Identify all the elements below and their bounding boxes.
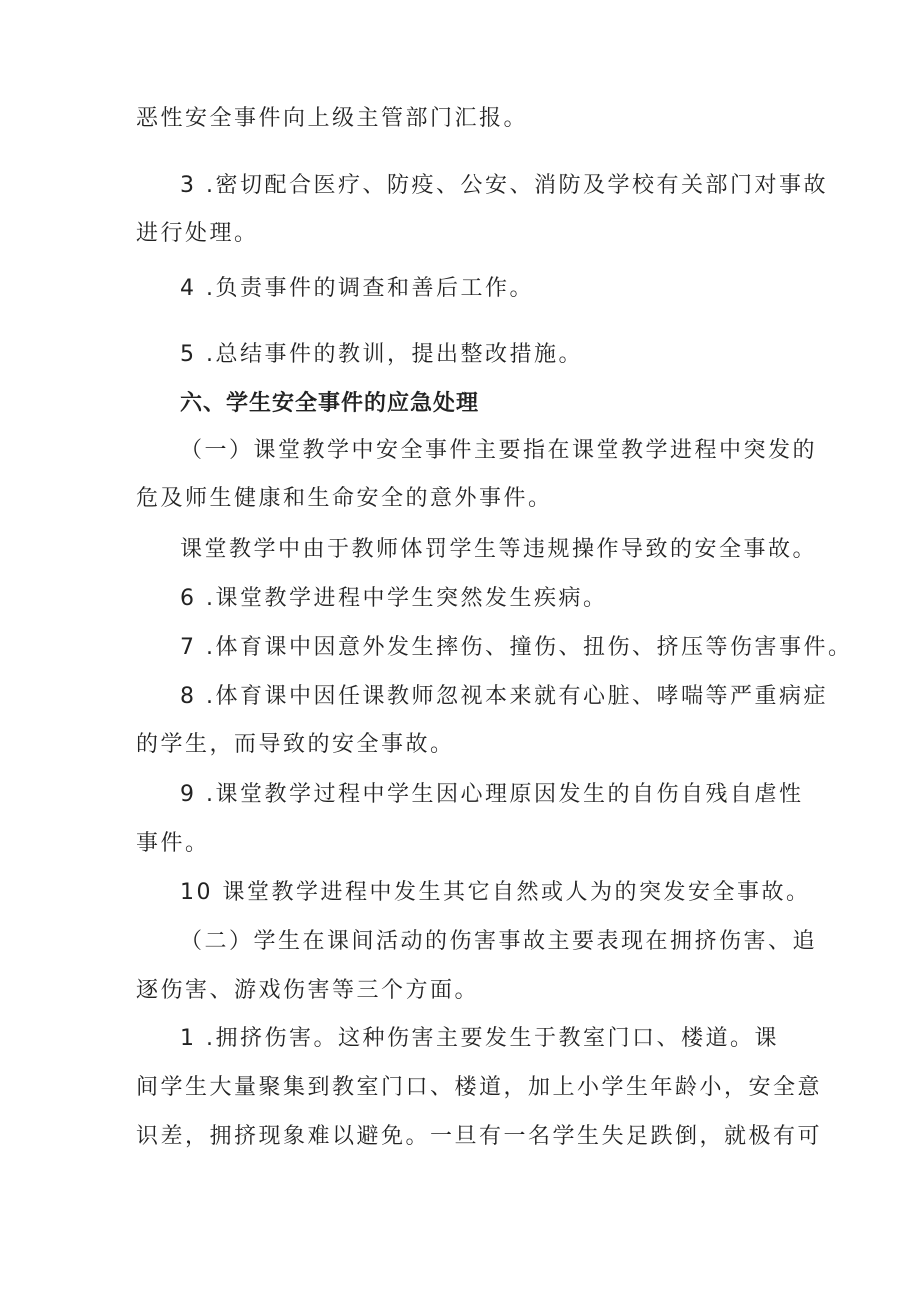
paragraph-line: 的学生，而导致的安全事故。 <box>136 732 455 757</box>
paragraph-line: 识差，拥挤现象难以避免。一旦有一名学生失足跌倒，就极有可 <box>136 1124 823 1149</box>
paragraph-line: 事件。 <box>136 831 210 856</box>
list-item-8: 8 .体育课中因任课教师忽视本来就有心脏、哮喘等严重病症 <box>180 684 828 709</box>
subsection-heading-2: （二）学生在课间活动的伤害事故主要表现在拥挤伤害、追 <box>180 929 818 954</box>
list-item-3: 3 .密切配合医疗、防疫、公安、消防及学校有关部门对事故 <box>180 173 828 198</box>
list-item-1: 1 .拥挤伤害。这种伤害主要发生于教室门口、楼道。课 <box>180 1026 779 1051</box>
subsection-heading-1: （一）课堂教学中安全事件主要指在课堂教学进程中突发的 <box>180 438 818 463</box>
paragraph-line: 逐伤害、游戏伤害等三个方面。 <box>136 978 480 1003</box>
list-item-6: 6 .课堂教学进程中学生突然发生疾病。 <box>180 586 608 611</box>
list-item-10: 10 课堂教学进程中发生其它自然或人为的突发安全事故。 <box>180 880 811 905</box>
paragraph-line: 危及师生健康和生命安全的意外事件。 <box>136 486 553 511</box>
list-item-5: 5 .总结事件的教训，提出整改措施。 <box>180 342 583 367</box>
list-item-9: 9 .课堂教学过程中学生因心理原因发生的自伤自残自虐性 <box>180 782 804 807</box>
paragraph-line: 进行处理。 <box>136 221 259 246</box>
paragraph-line: 课堂教学中由于教师体罚学生等违规操作导致的安全事故。 <box>180 537 818 562</box>
list-item-4: 4 .负责事件的调查和善后工作。 <box>180 276 534 301</box>
paragraph-line: 恶性安全事件向上级主管部门汇报。 <box>136 106 529 131</box>
section-heading: 六、学生安全事件的应急处理 <box>180 391 480 416</box>
list-item-7: 7 .体育课中因意外发生摔伤、撞伤、扭伤、挤压等伤害事件。 <box>180 635 853 660</box>
paragraph-line: 间学生大量聚集到教室门口、楼道，加上小学生年龄小，安全意 <box>136 1075 823 1100</box>
